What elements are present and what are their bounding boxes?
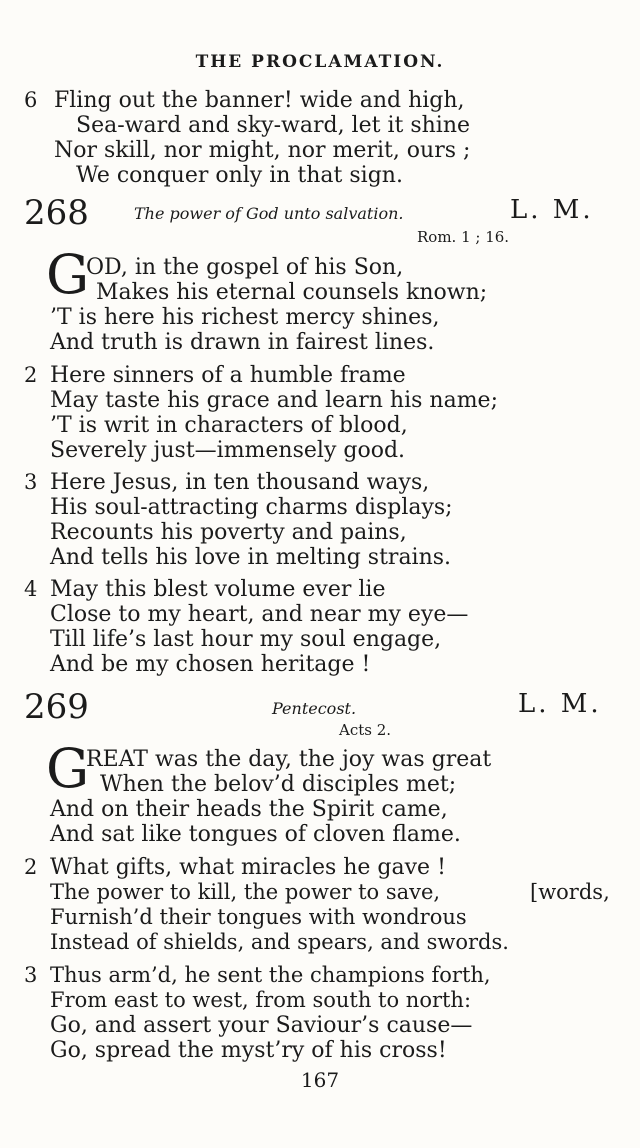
verse-line: And on their heads the Spirit came, [50,797,448,822]
hymn-title: Pentecost. [272,699,357,718]
verse-line: REAT was the day, the joy was great [86,747,492,772]
hymn-title: The power of God unto salvation. [134,204,404,223]
stanza-number: 6 [24,88,38,112]
verse-line: When the belov’d disciples met; [100,772,457,797]
verse-line: May taste his grace and learn his name; [50,388,498,413]
scripture-reference: Acts 2. [339,721,392,739]
verse-line: Close to my heart, and near my eye— [50,602,469,627]
drop-cap: G [46,737,90,800]
verse-line: Makes his eternal counsels known; [96,280,488,305]
running-head: THE PROCLAMATION. [195,52,445,72]
verse-line: Till life’s last hour my soul engage, [50,627,442,652]
stanza-number: 4 [24,577,38,601]
verse-line: Severely just—immensely good. [50,438,406,463]
verse-line: What gifts, what miracles he gave ! [50,855,446,880]
verse-line: Thus arm’d, he sent the champions forth, [50,963,491,987]
verse-line: Go, and assert your Saviour’s cause— [50,1013,473,1038]
verse-line: Furnish’d their tongues with wondrous [50,905,467,929]
verse-line: And truth is drawn in fairest lines. [50,330,435,355]
verse-line: Here Jesus, in ten thousand ways, [50,470,430,495]
verse-line: Nor skill, nor might, nor merit, ours ; [54,138,471,163]
verse-line: ’T is writ in characters of blood, [50,413,408,438]
stanza-number: 3 [24,470,38,494]
stanza-number: 2 [24,855,38,879]
verse-line: Go, spread the myst’ry of his cross! [50,1038,447,1063]
verse-line: His soul-attracting charms displays; [50,495,453,520]
verse-line: From east to west, from south to north: [50,988,472,1012]
verse-line: OD, in the gospel of his Son, [86,255,404,280]
drop-cap: G [46,243,90,306]
page-number: 167 [300,1068,340,1092]
verse-line: The power to kill, the power to save, [50,880,441,904]
hymn-meter: L. M. [510,195,594,225]
verse-line: Fling out the banner! wide and high, [54,88,465,113]
scripture-reference: Rom. 1 ; 16. [417,228,510,246]
verse-line: And sat like tongues of cloven flame. [50,822,461,847]
hymn-number: 269 [24,687,89,727]
verse-line: Here sinners of a humble frame [50,363,406,388]
verse-line: Sea-ward and sky-ward, let it shine [76,113,471,138]
turnover-word: [words, [530,880,610,904]
verse-line: Instead of shields, and spears, and swords. [50,930,509,954]
verse-line: We conquer only in that sign. [76,163,403,188]
hymn-number: 268 [24,193,89,233]
verse-line: May this blest volume ever lie [50,577,386,602]
verse-line: And tells his love in melting strains. [50,545,452,570]
stanza-number: 3 [24,963,38,987]
hymn-meter: L. M. [518,689,602,719]
verse-line: And be my chosen heritage ! [50,652,371,677]
verse-line: ’T is here his richest mercy shines, [50,305,440,330]
stanza-number: 2 [24,363,38,387]
verse-line: Recounts his poverty and pains, [50,520,407,545]
